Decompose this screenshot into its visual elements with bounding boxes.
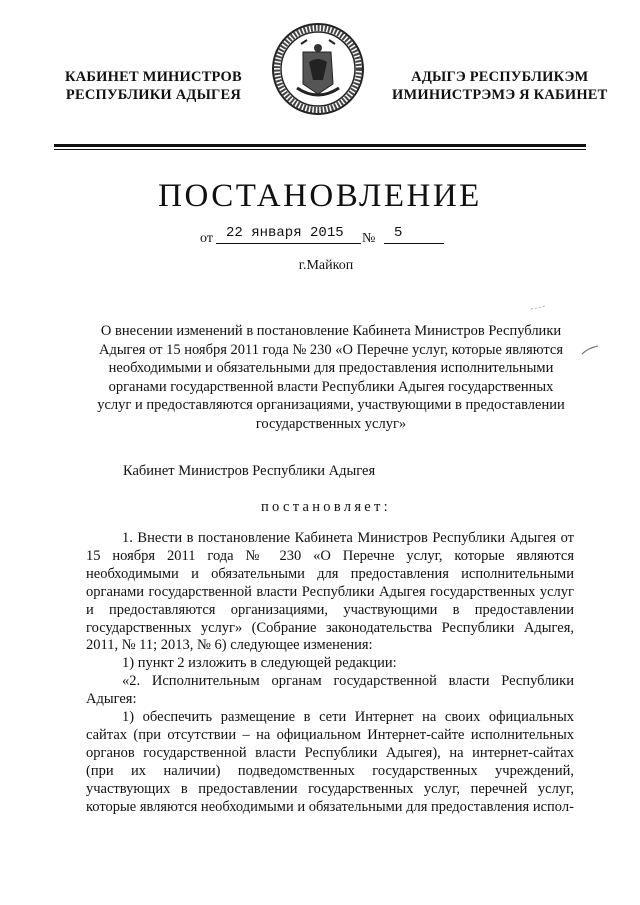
subject-line: органами государственной власти Республики Адыгея государственных xyxy=(108,378,554,395)
document-date: 22 января 2015 xyxy=(216,225,361,244)
document-city: г.Майкоп xyxy=(298,258,354,273)
date-prefix: от xyxy=(200,231,213,246)
subject-line: услуг и предоставляются организациями, участвующими в предоставлении xyxy=(97,397,565,413)
issuing-body: Кабинет Министров Республики Адыгея xyxy=(123,463,376,479)
document-subject xyxy=(86,322,576,433)
issuer-line: ИМИНИСТРЭМЭ Я КАБИНЕТ xyxy=(392,87,608,103)
body-paragraph: 1. Внести в постановление Кабинета Министров Республики Адыгея от 15 ноября 2011 года № 230 «О Перечне услуг, которые являются необходимыми и обязательными для предоставления исполнительными органами государственной власти Республики Адыгея государственных услуг и предоставляются организациями, участвующими в предоставлении государственных услуг» (Собрание законодательства Республики Адыгея, 2011, № 11; 2013, № 6) следующее изменения: xyxy=(86,530,574,654)
subject-line: необходимыми и обязательными для предоставления исполнительными xyxy=(108,360,554,376)
document-title: ПОСТАНОВЛЕНИЕ xyxy=(158,178,482,214)
body-paragraph: «2. Исполнительным органам государственной власти Республики Адыгея: xyxy=(86,673,574,708)
issuer-line: КАБИНЕТ МИНИСТРОВ xyxy=(65,69,242,85)
subject-line: О внесении изменений в постановление Кабинета Министров Республики xyxy=(100,323,562,339)
scan-mark-icon xyxy=(530,305,546,311)
subject-line: государственных услуг» xyxy=(255,415,407,432)
body-paragraph: 1) обеспечить размещение в сети Интернет на своих официальных сайтах (при отсутствии – на официальном Интернет-сайте исполнительных органов государственной власти Республики Адыгея), на интернет-сайтах (при их наличии) подведомственных государственных учреждений, участвующих в предоставлении государственных услуг, перечней услуг, которые являются необходимыми и обязательными для предоставления испол- xyxy=(86,709,574,815)
pen-mark-icon xyxy=(580,342,600,362)
issuer-name-adyghe xyxy=(392,68,608,104)
document-number: 5 xyxy=(384,225,444,244)
date-number-line xyxy=(200,225,460,247)
number-sign: № xyxy=(362,231,376,246)
issuer-line: АДЫГЭ РЕСПУБЛИКЭМ xyxy=(411,69,589,85)
resolves-heading: постановляет: xyxy=(260,499,392,515)
body-paragraph: 1) пункт 2 изложить в следующей редакции: xyxy=(122,655,397,672)
coat-of-arms-icon xyxy=(271,22,365,116)
subject-line: Адыгея от 15 ноября 2011 года № 230 «О Перечне услуг, которые являются xyxy=(98,341,564,358)
header-rule-thick xyxy=(54,144,586,147)
header-rule-thin xyxy=(54,149,586,150)
document-body xyxy=(86,530,574,817)
issuer-name-russian xyxy=(65,68,242,104)
issuer-line: РЕСПУБЛИКИ АДЫГЕЯ xyxy=(65,87,241,103)
